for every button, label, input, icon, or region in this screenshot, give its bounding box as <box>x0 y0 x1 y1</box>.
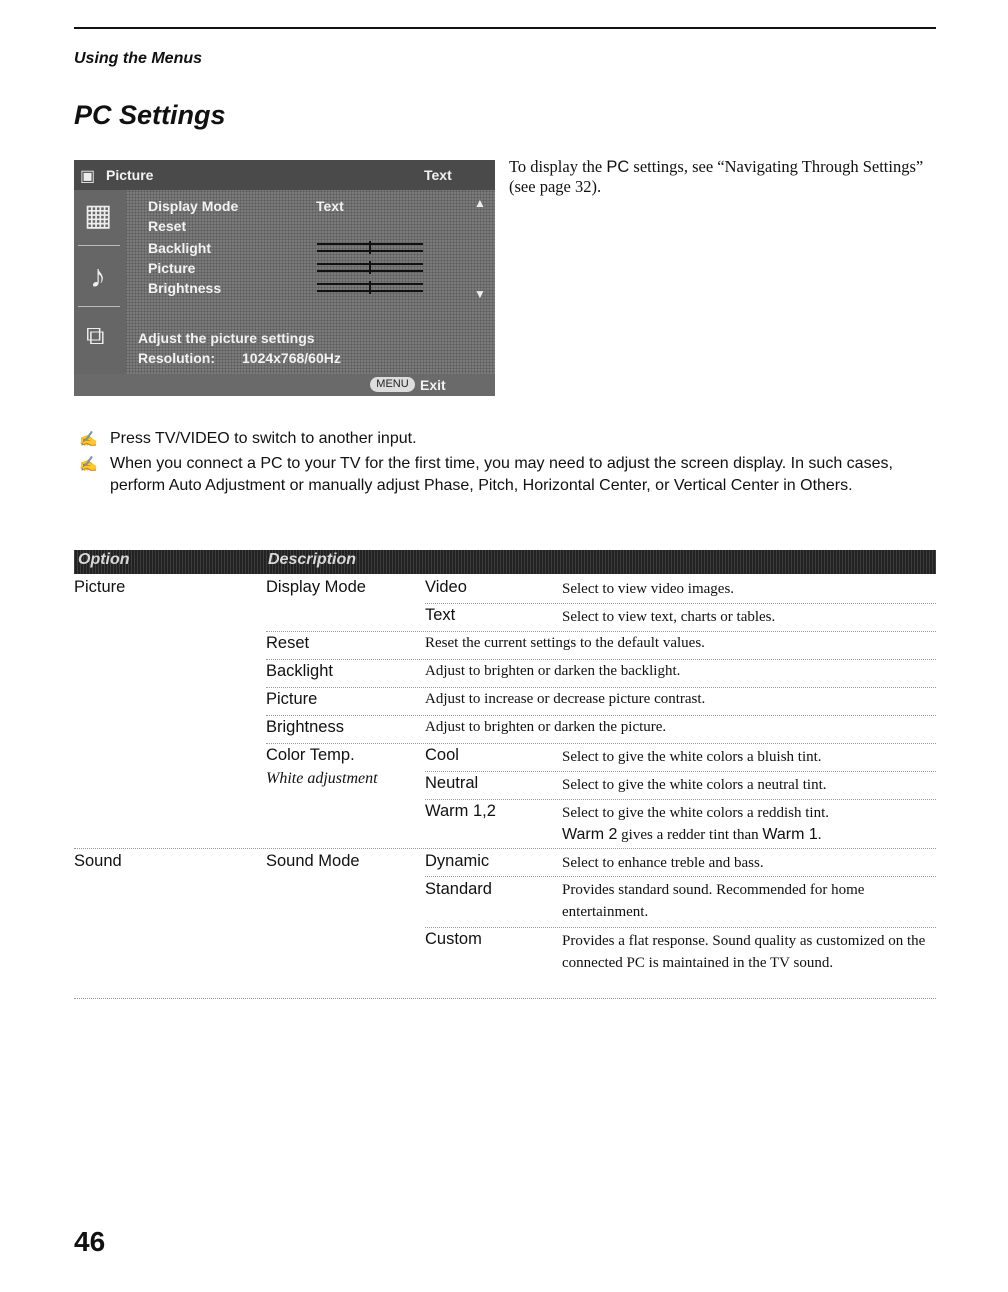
osd-help-text: Adjust the picture settings <box>138 330 315 346</box>
row-divider <box>425 876 936 877</box>
setting-backlight: Backlight <box>266 662 333 680</box>
setting-backlight-desc: Adjust to brighten or darken the backlight. <box>425 663 681 679</box>
section-header: Using the Menus <box>74 50 203 67</box>
choice-text-desc: Select to view text, charts or tables. <box>562 609 776 625</box>
choice-text: Text <box>425 606 456 624</box>
osd-item-brightness: Brightness <box>148 280 222 296</box>
choice-standard-desc: Provides standard sound. Recommended for home entertainment. <box>562 882 865 920</box>
picture-tab-icon: ▦ <box>84 199 113 232</box>
osd-resolution-label: Resolution: <box>138 350 215 366</box>
row-divider <box>266 715 936 716</box>
pc-term: PC <box>606 158 630 176</box>
table-bottom-rule <box>74 998 936 999</box>
setting-reset: Reset <box>266 634 310 652</box>
description-column-header: Description <box>268 551 357 568</box>
intro-text: To display the PC settings, see “Navigating Through Settings” (see page 32). <box>509 157 924 196</box>
osd-item-picture: Picture <box>148 260 196 276</box>
page-title: PC Settings <box>74 100 226 130</box>
choice-video: Video <box>425 578 467 596</box>
osd-exit-label: Exit <box>420 377 446 393</box>
setting-color-temp: Color Temp. <box>266 746 355 764</box>
choice-warm: Warm 1,2 <box>425 802 496 820</box>
note-pencil-icon: ✍ <box>79 456 98 473</box>
sound-tab-icon: ♪ <box>90 258 106 294</box>
option-picture: Picture <box>74 578 126 596</box>
notes <box>74 428 936 500</box>
osd-backlight-slider <box>317 243 423 252</box>
choice-custom: Custom <box>425 930 482 948</box>
choice-dynamic-desc: Select to enhance treble and bass. <box>562 855 764 871</box>
scroll-down-icon: ▼ <box>474 287 486 301</box>
osd-category: Picture <box>106 167 154 183</box>
osd-brightness-slider <box>317 283 423 292</box>
choice-video-desc: Select to view video images. <box>562 581 735 597</box>
row-divider <box>425 771 936 772</box>
row-divider <box>425 603 936 604</box>
choice-neutral-desc: Select to give the white colors a neutral tint. <box>562 777 827 793</box>
setting-picture-desc: Adjust to increase or decrease picture contrast. <box>425 691 706 707</box>
note-pencil-icon: ✍ <box>79 431 98 448</box>
setting-reset-desc: Reset the current settings to the default values. <box>425 635 705 651</box>
choice-custom-desc: Provides a flat response. Sound quality as customized on the connected PC is maintained in the TV sound. <box>562 933 926 971</box>
option-column-header: Option <box>78 551 130 568</box>
setting-display-mode: Display Mode <box>266 578 366 596</box>
picture-icon: ▣ <box>80 168 96 185</box>
osd-item-backlight: Backlight <box>148 240 212 256</box>
row-divider <box>266 631 936 632</box>
white-adjustment-note: White adjustment <box>266 770 378 787</box>
setting-sound-mode: Sound Mode <box>266 852 360 870</box>
top-rule <box>74 27 936 29</box>
scroll-up-icon: ▲ <box>474 196 486 210</box>
setup-tab-icon: ⧉ <box>86 320 105 350</box>
choice-cool: Cool <box>425 746 459 764</box>
osd-item-reset: Reset <box>148 218 187 234</box>
osd-picture-slider <box>317 263 423 272</box>
table-header <box>74 550 936 574</box>
osd-resolution-value: 1024x768/60Hz <box>242 350 341 366</box>
osd-mode-indicator: Text <box>424 167 452 183</box>
row-divider <box>425 927 936 928</box>
row-divider <box>425 799 936 800</box>
page-number: 46 <box>74 1226 106 1257</box>
choice-dynamic: Dynamic <box>425 852 490 870</box>
note-item: ✍ When you connect a PC to your TV for the first time, you may need to adjust the screen display. In such cases, perform Auto Adjustment or manually adjust Phase, Pitch, Horizontal Center, or Vertical Center in Others. <box>79 455 893 494</box>
setting-picture: Picture <box>266 690 318 708</box>
row-divider <box>266 743 936 744</box>
setting-brightness-desc: Adjust to brighten or darken the picture. <box>425 719 667 735</box>
row-divider <box>266 659 936 660</box>
choice-standard: Standard <box>425 880 492 898</box>
option-sound: Sound <box>74 852 122 870</box>
choice-warm-desc: Select to give the white colors a reddish tint. Warm 2 gives a redder tint than Warm 1. <box>562 805 830 843</box>
note-item: ✍ Press TV/VIDEO to switch to another input. <box>74 428 936 450</box>
tv-menu-screenshot <box>74 160 495 396</box>
osd-divider <box>78 306 120 307</box>
row-divider <box>266 687 936 688</box>
row-divider <box>74 848 936 849</box>
choice-neutral: Neutral <box>425 774 479 792</box>
osd-item-display-mode: Display Mode <box>148 198 239 214</box>
setting-brightness: Brightness <box>266 718 344 736</box>
choice-cool-desc: Select to give the white colors a bluish tint. <box>562 749 822 765</box>
osd-divider <box>78 245 120 246</box>
osd-item-display-mode-value: Text <box>316 198 344 214</box>
menu-button-icon: MENU <box>370 377 415 392</box>
